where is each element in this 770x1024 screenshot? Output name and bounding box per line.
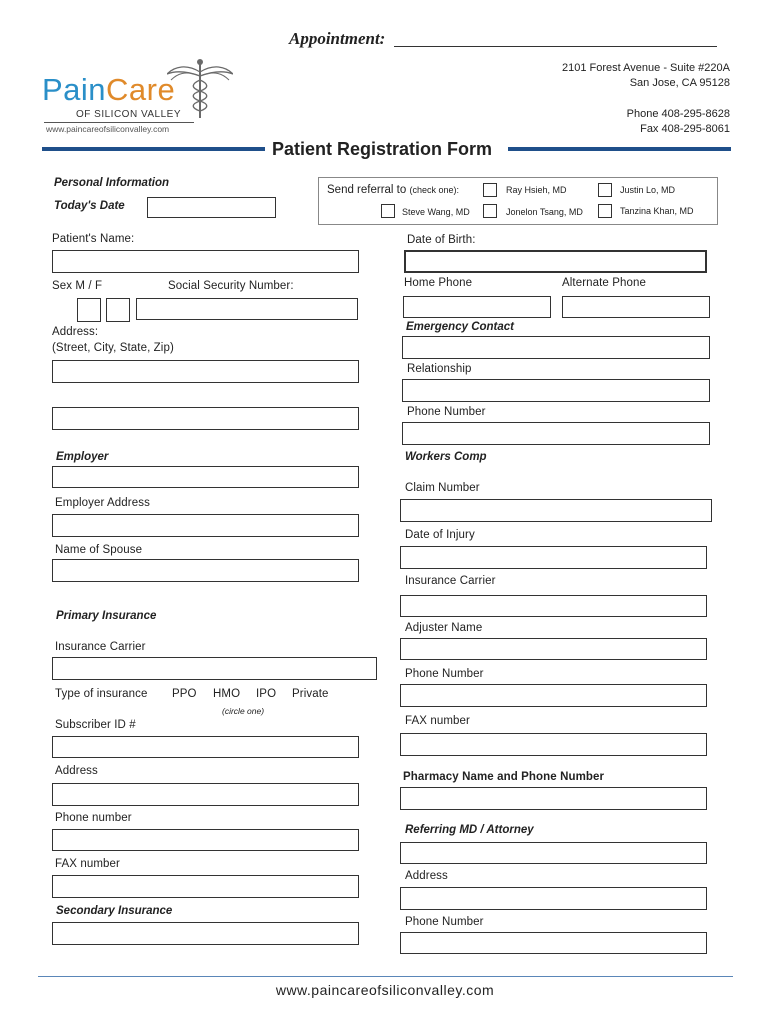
emergency-contact-input[interactable] (402, 336, 710, 359)
logo-care-text: Care (106, 72, 176, 107)
pharmacy-label: Pharmacy Name and Phone Number (403, 771, 605, 783)
referral-doctor-khan: Tanzina Khan, MD (620, 206, 694, 216)
relationship-label: Relationship (407, 363, 472, 375)
emergency-contact-heading: Emergency Contact (406, 321, 515, 333)
referral-doctor-lo: Justin Lo, MD (620, 185, 676, 195)
wc-carrier-label: Insurance Carrier (405, 575, 496, 587)
primary-fax-label: FAX number (55, 858, 120, 870)
sex-label: Sex M / F (52, 280, 103, 292)
referral-doctor-hsieh: Ray Hsieh, MD (506, 185, 567, 195)
title-rule-right (508, 147, 731, 151)
sex-female-box[interactable] (106, 298, 130, 322)
primary-address-input[interactable] (52, 783, 359, 806)
primary-phone-label: Phone number (55, 812, 132, 824)
spouse-name-label: Name of Spouse (55, 544, 143, 556)
injury-date-input[interactable] (400, 546, 707, 569)
subscriber-id-label: Subscriber ID # (55, 719, 136, 731)
logo-subtitle: OF SILICON VALLEY (76, 109, 182, 120)
insurance-type-ipo[interactable]: IPO (256, 688, 277, 700)
phone-number: Phone 408-295-8628 (626, 108, 730, 120)
insurance-type-hmo[interactable]: HMO (213, 688, 241, 700)
home-phone-input[interactable] (403, 296, 551, 318)
primary-fax-input[interactable] (52, 875, 359, 898)
patient-name-input[interactable] (52, 250, 359, 273)
referral-checkbox-hsieh[interactable] (483, 183, 497, 197)
workers-comp-heading: Workers Comp (405, 451, 487, 463)
referring-phone-input[interactable] (400, 932, 707, 954)
employer-input[interactable] (52, 466, 359, 488)
insurance-type-label: Type of insurance (55, 688, 148, 700)
appointment-label: Appointment: (289, 29, 386, 48)
employer-address-input[interactable] (52, 514, 359, 537)
secondary-insurance-input[interactable] (52, 922, 359, 945)
ssn-label: Social Security Number: (168, 280, 294, 292)
referral-checkbox-khan[interactable] (598, 204, 612, 218)
primary-address-label: Address (55, 765, 98, 777)
pharmacy-input[interactable] (400, 787, 707, 810)
fax-number: Fax 408-295-8061 (640, 123, 730, 135)
wc-fax-label: FAX number (405, 715, 470, 727)
relationship-input[interactable] (402, 379, 710, 402)
address-input-1[interactable] (52, 360, 359, 383)
referring-phone-label: Phone Number (405, 916, 484, 928)
wc-fax-input[interactable] (400, 733, 707, 756)
secondary-insurance-heading: Secondary Insurance (56, 905, 173, 917)
logo-pain-text: Pain (42, 72, 107, 107)
ssn-input[interactable] (136, 298, 358, 320)
todays-date-input[interactable] (147, 197, 276, 218)
referring-address-input[interactable] (400, 887, 707, 910)
referring-address-label: Address (405, 870, 448, 882)
claim-number-label: Claim Number (405, 482, 480, 494)
sex-male-box[interactable] (77, 298, 101, 322)
footer-url[interactable]: www.paincareofsiliconvalley.com (275, 982, 495, 998)
subscriber-id-input[interactable] (52, 736, 359, 758)
adjuster-name-input[interactable] (400, 638, 707, 660)
employer-address-label: Employer Address (55, 497, 150, 509)
referral-label: Send referral to (check one): (327, 184, 459, 196)
dob-input[interactable] (404, 250, 707, 273)
primary-carrier-label: Insurance Carrier (55, 641, 146, 653)
referral-doctor-tsang: Jonelon Tsang, MD (506, 207, 583, 217)
patient-name-label: Patient's Name: (52, 233, 135, 245)
claim-number-input[interactable] (400, 499, 712, 522)
referral-checkbox-lo[interactable] (598, 183, 612, 197)
address-input-2[interactable] (52, 407, 359, 430)
footer-rule (38, 976, 733, 977)
home-phone-label: Home Phone (404, 277, 473, 289)
title-rule-left (42, 147, 265, 151)
address-line1: 2101 Forest Avenue - Suite #220A (562, 62, 730, 74)
address-label: Address: (52, 326, 99, 338)
address-line2: San Jose, CA 95128 (629, 77, 730, 89)
referral-doctor-wang: Steve Wang, MD (402, 207, 470, 217)
wc-carrier-input[interactable] (400, 595, 707, 617)
wc-phone-input[interactable] (400, 684, 707, 707)
employer-heading: Employer (56, 451, 109, 463)
insurance-type-private[interactable]: Private (292, 688, 329, 700)
address-hint: (Street, City, State, Zip) (52, 342, 174, 354)
emergency-phone-label: Phone Number (407, 406, 486, 418)
logo-url: www.paincareofsiliconvalley.com (46, 124, 170, 134)
alt-phone-label: Alternate Phone (562, 277, 646, 289)
referral-checkbox-tsang[interactable] (483, 204, 497, 218)
dob-label: Date of Birth: (407, 234, 476, 246)
circle-one-hint: (circle one) (222, 706, 265, 716)
appointment-line[interactable] (394, 46, 717, 47)
emergency-phone-input[interactable] (402, 422, 710, 445)
form-title: Patient Registration Form (272, 139, 493, 159)
alt-phone-input[interactable] (562, 296, 710, 318)
injury-date-label: Date of Injury (405, 529, 475, 541)
referring-md-input[interactable] (400, 842, 707, 864)
spouse-name-input[interactable] (52, 559, 359, 582)
primary-insurance-heading: Primary Insurance (56, 610, 157, 622)
logo (42, 72, 242, 142)
personal-info-heading: Personal Information (54, 177, 170, 189)
insurance-type-ppo[interactable]: PPO (172, 688, 197, 700)
referring-md-heading: Referring MD / Attorney (405, 824, 534, 836)
referral-checkbox-wang[interactable] (381, 204, 395, 218)
adjuster-name-label: Adjuster Name (405, 622, 483, 634)
todays-date-label: Today's Date (54, 200, 125, 212)
primary-carrier-input[interactable] (52, 657, 377, 680)
wc-phone-label: Phone Number (405, 668, 484, 680)
primary-phone-input[interactable] (52, 829, 359, 851)
